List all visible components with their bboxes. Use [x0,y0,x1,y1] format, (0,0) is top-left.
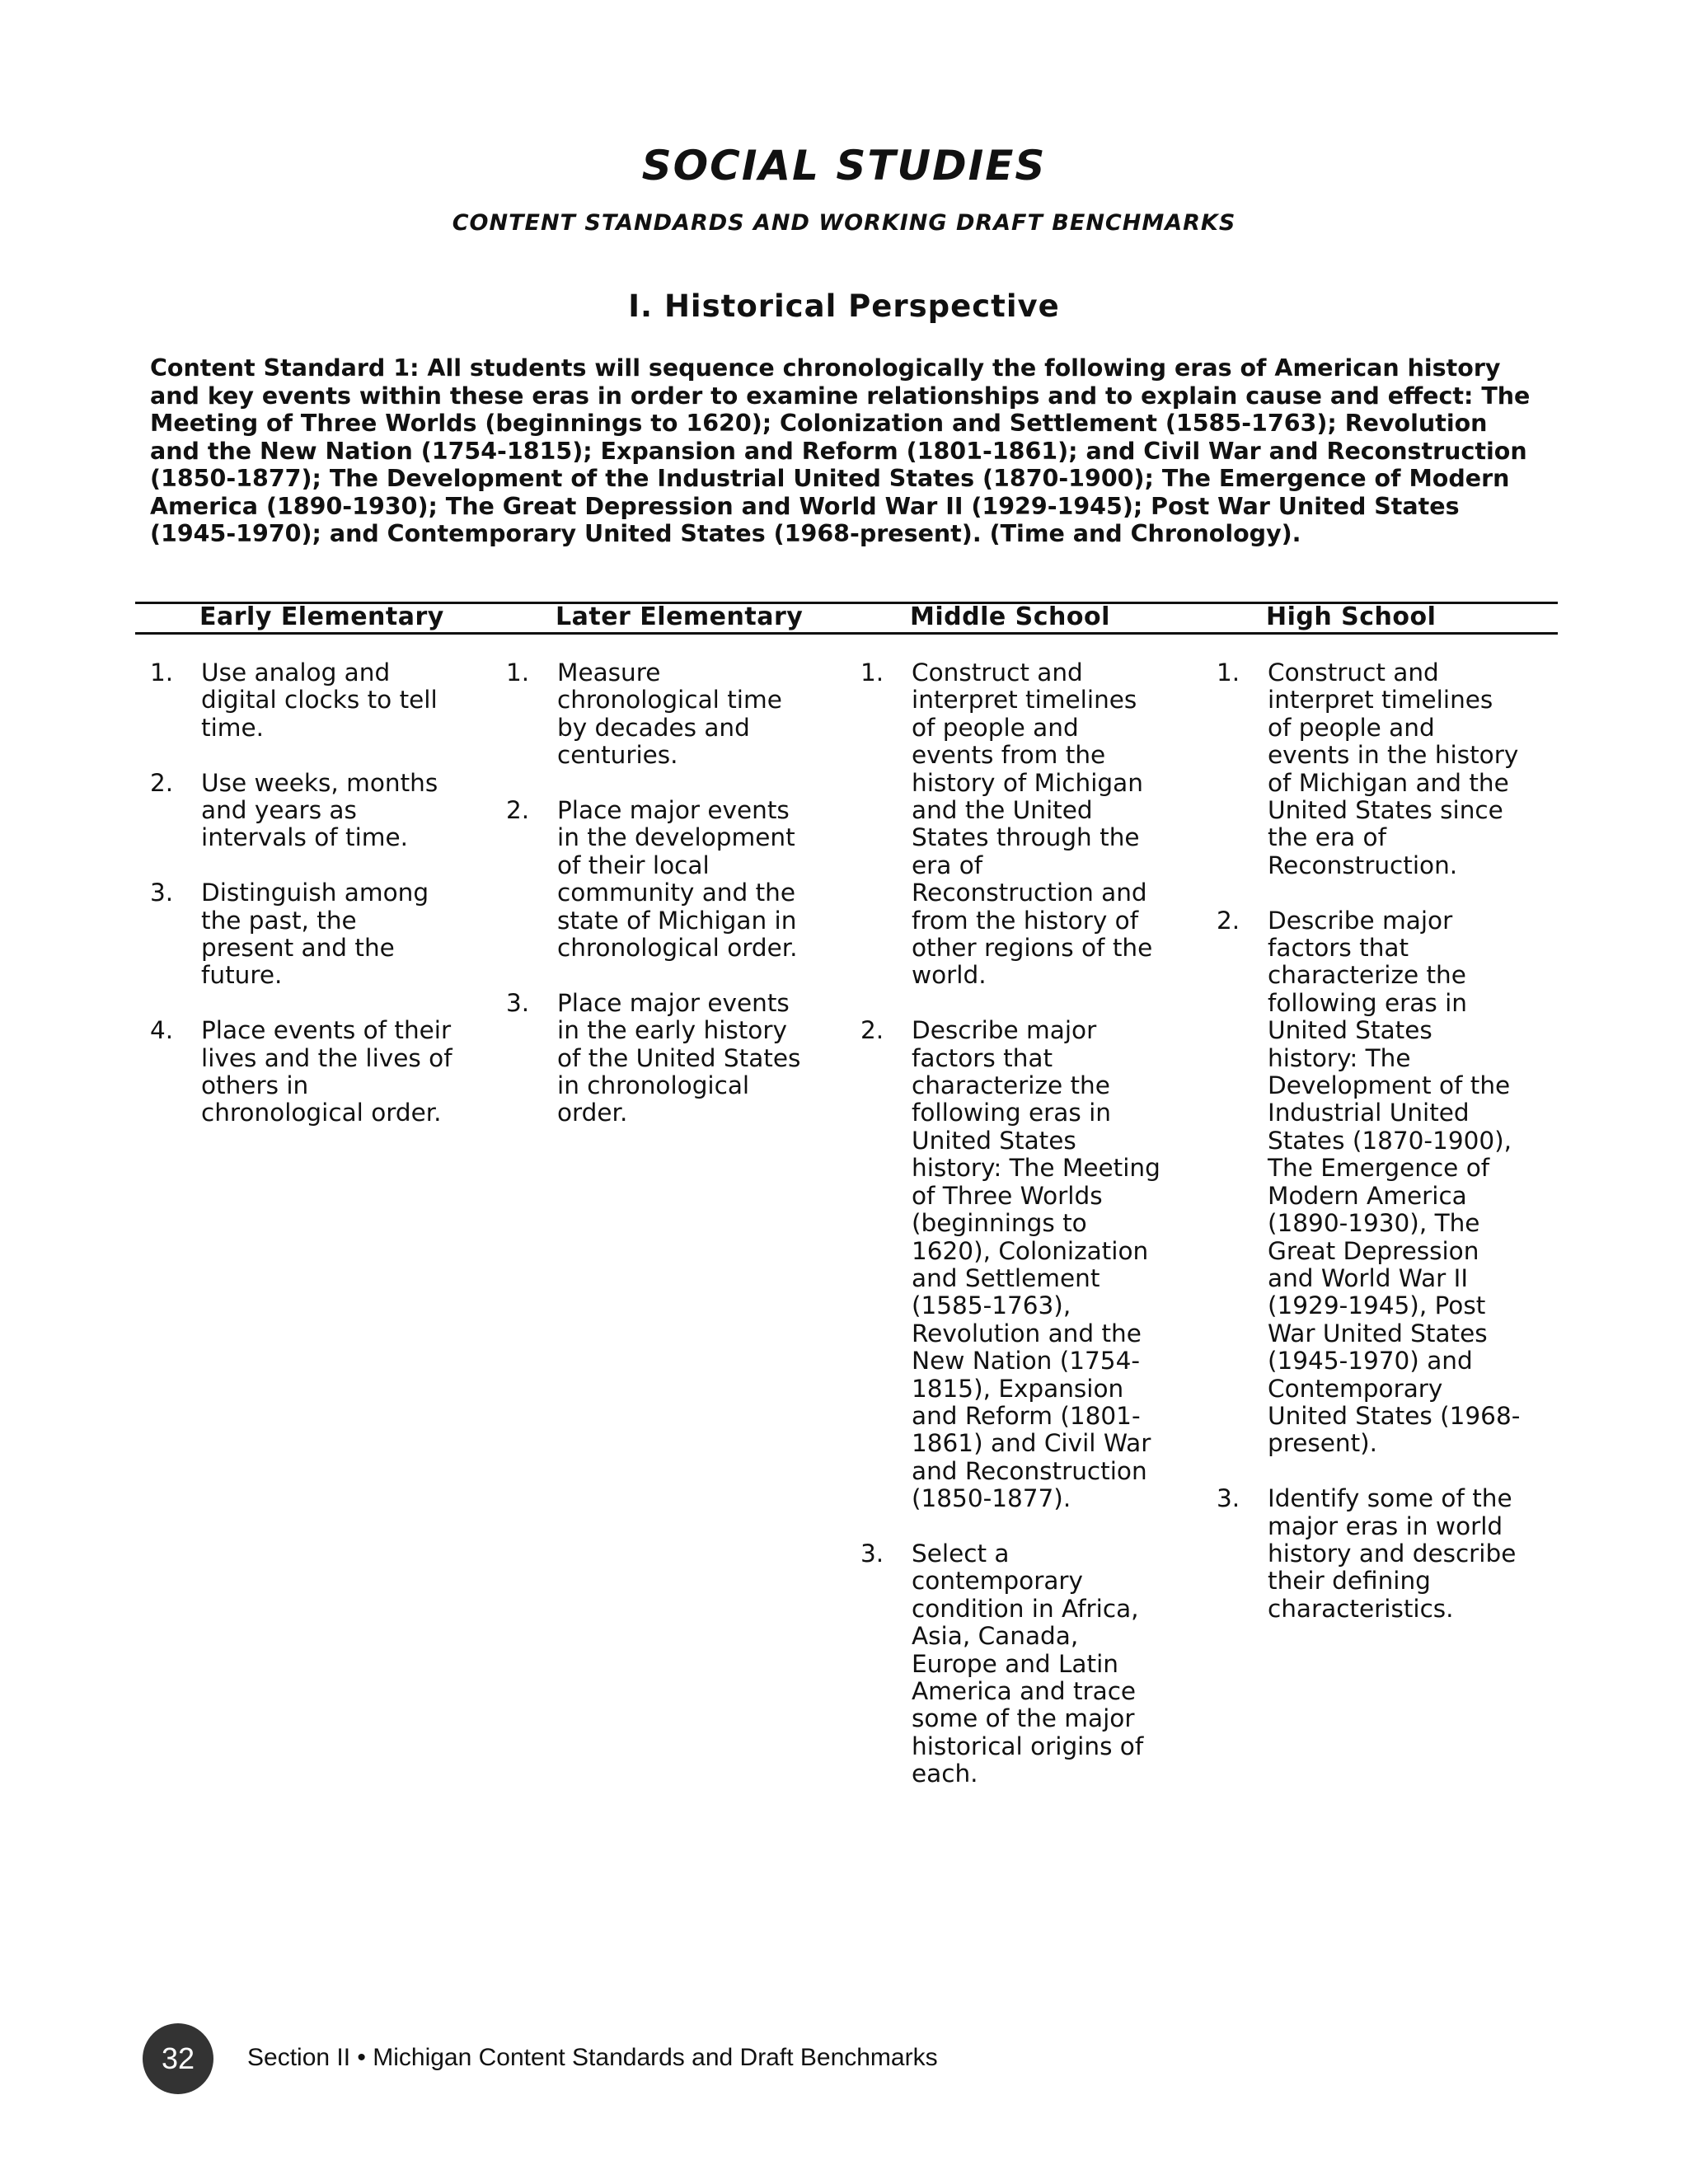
benchmark-number: 1. [506,658,530,687]
benchmark-item [1217,907,1522,1458]
benchmark-item [150,770,455,852]
page-number-badge: 32 [143,2023,213,2094]
benchmark-number: 2. [150,768,174,797]
benchmark-text: Use weeks, months and years as intervals of time. [201,768,438,852]
benchmark-text: Distinguish among the past, the present and the future. [201,879,429,990]
column-header-middle-school: Middle School [910,602,1110,631]
benchmark-text: Place major events in the early history of the United States in chronological order. [557,988,801,1127]
benchmark-number: 3. [506,988,530,1017]
benchmark-item [150,659,455,742]
benchmark-item [1217,659,1522,879]
column-early-elementary [150,659,455,1155]
benchmark-text: Place major events in the development of their local community and the state of Michigan in chronological order. [557,796,798,963]
benchmark-item [860,1017,1165,1512]
benchmark-number: 3. [1217,1484,1240,1513]
benchmark-item [506,659,811,770]
benchmark-text: Construct and interpret timelines of people and events in the history of Michigan and the United States since the era of Reconstruction. [1268,658,1519,879]
benchmark-text: Measure chronological time by decades and centuries. [557,658,782,770]
benchmark-text: Select a contemporary condition in Africa, Asia, Canada, Europe and Latin America and trace some of the major historical origins of each. [912,1539,1144,1788]
column-middle-school [860,659,1165,1816]
benchmark-number: 2. [1217,906,1240,935]
benchmark-text: Describe major factors that characterize the following eras in United States history: The Development of the Industrial United States (1870-1900), The Emergence of Modern America (1890-1930), The Great Depression and World War II (1929-1945), Post War United States (1945-1970) and Contemporary United States (1968-present). [1268,906,1521,1458]
benchmark-text: Use analog and digital clocks to tell time. [201,658,438,742]
page-subtitle: CONTENT STANDARDS AND WORKING DRAFT BENCHMARKS [452,210,1236,236]
benchmark-item [1217,1485,1522,1623]
column-header-high-school: High School [1266,602,1437,631]
benchmark-item [860,659,1165,990]
benchmark-number: 2. [506,796,530,825]
benchmark-number: 3. [150,879,174,907]
column-high-school [1217,659,1522,1651]
benchmark-number: 2. [860,1016,884,1045]
content-standard-text: Content Standard 1: All students will sequence chronologically the following eras of American history and key events within these eras in order to examine relationships and to explain cause and effect: The Meeting of Three Worlds (beginnings to 1620); Colonization and Settlement (1585-1763); Revolution and the New Nation (1754-1815); Expansion and Reform (1801-1861); and Civil War and Reconstruction (1850-1877); The Development of the Industrial United States (1870-1900); The Emergence of Modern America (1890-1930); The Great Depression and World War II (1929-1945); Post War United States (1945-1970); and Contemporary United States (1968-present). (Time and Chronology). [150,354,1531,547]
section-heading: I. Historical Perspective [628,288,1060,324]
benchmark-item [150,879,455,990]
page-title: SOCIAL STUDIES [641,142,1047,190]
footer-text: Section II • Michigan Content Standards and Draft Benchmarks [247,2044,938,2071]
benchmark-item [506,797,811,962]
benchmark-number: 1. [1217,658,1240,687]
benchmark-number: 3. [860,1539,884,1568]
benchmark-text: Describe major factors that characterize the following eras in United States history: The Meeting of Three Worlds (beginnings to 1620), Colonization and Settlement (1585-1763), Revolution and the New Nation (1754-1815), Expansion and Reform (1801-1861) and Civil War and Reconstruction (1850-1877). [912,1016,1160,1513]
benchmark-number: 4. [150,1016,174,1045]
column-later-elementary [506,659,811,1155]
benchmark-number: 1. [150,658,174,687]
benchmark-item [150,1017,455,1127]
benchmark-number: 1. [860,658,884,687]
column-header-later-elementary: Later Elementary [556,602,804,631]
benchmark-item [860,1540,1165,1788]
benchmark-item [506,990,811,1127]
benchmark-text: Identify some of the major eras in world history and describe their defining characteristics. [1268,1484,1517,1623]
benchmark-text: Construct and interpret timelines of people and events from the history of Michigan and the United States through the era of Reconstruction and from the history of other regions of the world. [912,658,1153,990]
column-header-early-elementary: Early Elementary [199,602,444,631]
benchmark-text: Place events of their lives and the lives of others in chronological order. [201,1016,452,1127]
table-header-rule [135,632,1558,635]
